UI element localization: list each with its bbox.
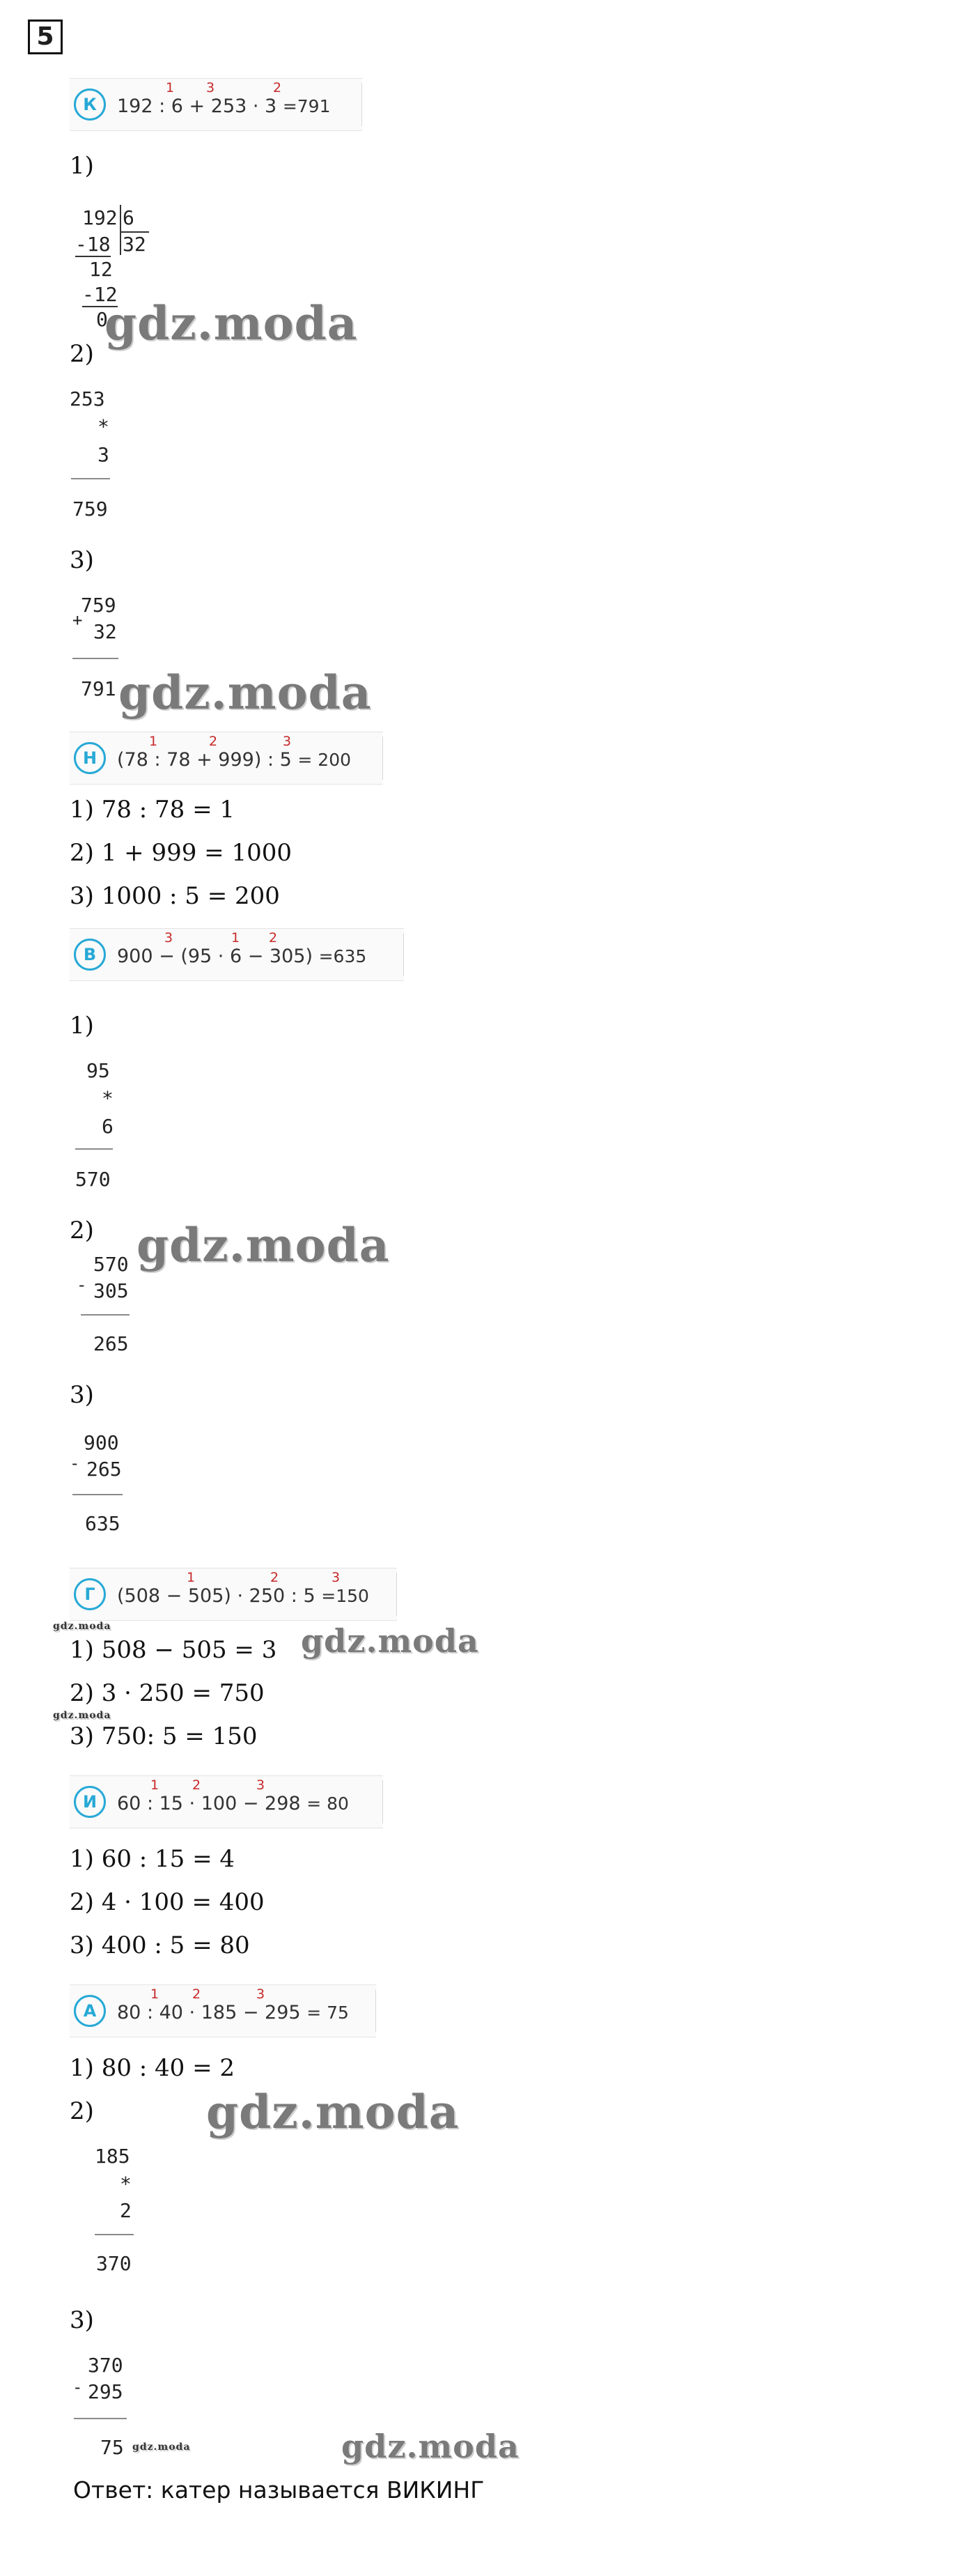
step-label: 3) [70, 2306, 94, 2334]
expression-text: (78 : 78 + 999) : 5 [117, 749, 292, 771]
result-line [71, 478, 110, 479]
subtrahend: 265 [86, 1458, 122, 1481]
difference: 265 [93, 1332, 129, 1355]
order-mark: 3 [256, 1987, 265, 2002]
division-dividend: 192 [82, 206, 118, 229]
watermark-small: gdz.moda [53, 1710, 111, 1721]
sum: 791 [81, 677, 116, 700]
expression-text: (508 − 505) · 250 : 5 [117, 1585, 315, 1607]
product: 370 [96, 2252, 132, 2275]
division-subtrahend: -12 [82, 283, 118, 306]
division-remainder: 12 [89, 258, 113, 281]
letter-badge-n: Н [74, 742, 106, 774]
multiplier: 3 [98, 443, 109, 466]
order-mark: 1 [150, 1987, 159, 2002]
solution-line: 2) 4 · 100 = 400 [70, 1888, 265, 1916]
solution-line: 3) 750: 5 = 150 [70, 1722, 258, 1750]
division-bar [120, 205, 121, 255]
letter-badge-i: И [74, 1786, 106, 1818]
order-mark: 3 [256, 1777, 265, 1793]
order-mark: 3 [164, 930, 173, 946]
product: 570 [75, 1168, 111, 1191]
expression-result: =791 [282, 96, 331, 116]
expression-band-k [70, 78, 362, 131]
multiplicand: 253 [70, 387, 105, 410]
multiplicand: 185 [95, 2145, 130, 2168]
multiply-sign: * [98, 415, 109, 438]
expression-result: =635 [318, 946, 367, 966]
watermark: gdz.moda [118, 665, 372, 720]
division-quotient: 32 [123, 233, 146, 256]
order-mark: 2 [192, 1987, 201, 2002]
order-mark: 2 [192, 1777, 201, 1793]
step-label: 2) [70, 2097, 94, 2125]
order-mark: 3 [332, 1570, 341, 1585]
expression-band-n [70, 732, 383, 785]
minuend: 570 [93, 1253, 129, 1276]
result-line [74, 2418, 127, 2419]
order-mark: 2 [273, 80, 282, 95]
letter-badge-v: В [74, 939, 106, 971]
difference: 635 [85, 1512, 120, 1535]
expression [117, 2002, 349, 2023]
multiply-sign: * [102, 1087, 114, 1110]
solution-line: 1) 60 : 15 = 4 [70, 1845, 235, 1873]
minus-sign: - [70, 1453, 80, 1473]
step-label: 3) [70, 546, 94, 574]
watermark: gdz.moda [301, 1622, 479, 1660]
result-line [81, 1314, 130, 1316]
expression-text: 60 : 15 · 100 − 298 [117, 1793, 301, 1814]
minus-sign: - [77, 1275, 87, 1295]
order-mark: 1 [187, 1570, 196, 1585]
minuend: 370 [88, 2354, 123, 2377]
answer-text: Ответ: катер называется ВИКИНГ [73, 2476, 485, 2504]
order-mark: 1 [149, 734, 158, 749]
watermark: gdz.moda [136, 1218, 390, 1272]
order-mark: 2 [209, 734, 218, 749]
watermark: gdz.moda [341, 2428, 520, 2465]
watermark: gdz.moda [206, 2085, 460, 2139]
step-label: 1) [70, 152, 94, 180]
addend: 32 [93, 620, 117, 643]
expression-band-v [70, 928, 404, 981]
solution-line: 1) 80 : 40 = 2 [70, 2054, 235, 2082]
result-line [95, 2234, 134, 2235]
order-mark: 1 [166, 80, 175, 95]
multiplier: 6 [102, 1115, 114, 1138]
multiplier: 2 [120, 2199, 132, 2222]
expression [117, 1793, 349, 1814]
subtrahend: 305 [93, 1279, 129, 1302]
multiply-sign: * [120, 2173, 132, 2196]
step-label: 3) [70, 1381, 94, 1409]
expression-text: 80 : 40 · 185 − 295 [117, 2002, 301, 2023]
expression-result: =150 [321, 1586, 369, 1606]
expression-band-a [70, 1984, 376, 2037]
plus-sign: + [72, 610, 83, 630]
result-line [72, 1494, 123, 1495]
expression [117, 749, 351, 771]
result-line [72, 658, 118, 659]
subtrahend: 295 [88, 2380, 123, 2403]
multiplicand: 95 [86, 1059, 110, 1082]
expression [117, 95, 331, 117]
order-mark: 2 [269, 930, 278, 946]
watermark: gdz.moda [104, 296, 358, 350]
watermark-small: gdz.moda [53, 1621, 111, 1632]
order-mark: 1 [231, 930, 240, 946]
result-line [75, 1148, 113, 1150]
expression-band-g [70, 1568, 397, 1621]
letter-badge-a: А [74, 1995, 106, 2027]
order-mark: 3 [206, 80, 215, 95]
expression [117, 946, 366, 967]
step-label: 1) [70, 1012, 94, 1040]
expression-result: = 75 [306, 2003, 349, 2023]
solution-line: 3) 400 : 5 = 80 [70, 1931, 250, 1959]
task-number: 5 [28, 20, 63, 54]
division-remainder: 0 [96, 308, 108, 331]
expression-text: 900 − (95 · 6 − 305) [117, 946, 313, 967]
solution-line: 2) 3 · 250 = 750 [70, 1679, 265, 1707]
expression-band-i [70, 1775, 383, 1828]
addend: 759 [81, 594, 116, 617]
order-mark: 1 [150, 1777, 159, 1793]
expression-result: = 200 [297, 750, 352, 770]
division-subtrahend: -18 [75, 233, 111, 256]
letter-badge-g: Г [74, 1578, 106, 1610]
letter-badge-k: К [74, 88, 106, 121]
minuend: 900 [84, 1431, 119, 1454]
solution-line: 1) 78 : 78 = 1 [70, 796, 235, 824]
step-label: 2) [70, 340, 94, 368]
solution-line: 3) 1000 : 5 = 200 [70, 882, 280, 910]
solution-line: 2) 1 + 999 = 1000 [70, 839, 292, 867]
division-divisor: 6 [123, 206, 134, 229]
expression [117, 1585, 369, 1607]
expression-result: = 80 [306, 1794, 349, 1814]
expression-text: 192 : 6 + 253 · 3 [117, 95, 277, 117]
solution-line: 1) 508 − 505 = 3 [70, 1636, 277, 1664]
order-mark: 2 [270, 1570, 279, 1585]
watermark-small: gdz.moda [132, 2442, 191, 2453]
product: 759 [72, 498, 108, 520]
difference: 75 [100, 2436, 124, 2459]
order-mark: 3 [283, 734, 292, 749]
minus-sign: - [72, 2377, 83, 2397]
step-label: 2) [70, 1217, 94, 1244]
